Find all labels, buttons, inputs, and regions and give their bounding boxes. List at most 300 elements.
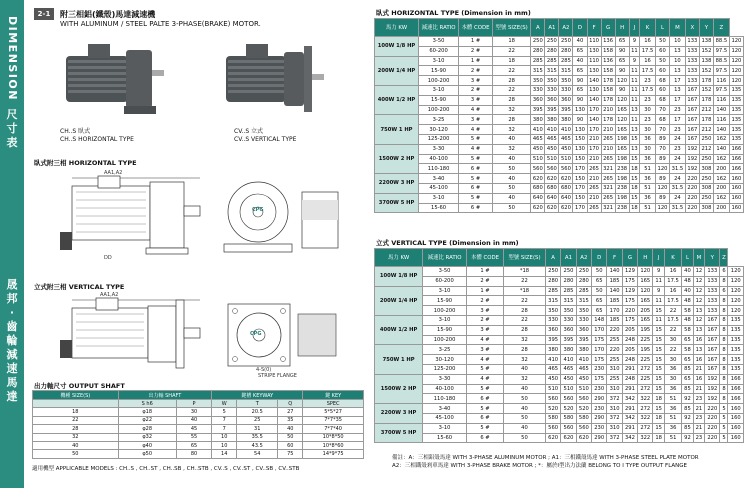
table-cell: 32 [492, 125, 530, 135]
table-cell: 580 [576, 413, 591, 423]
table-cell: 178 [699, 95, 713, 105]
header-cell: J [629, 19, 639, 37]
shaft-h-key: 鍵 KEY [303, 391, 364, 400]
table-cell: 50 [492, 203, 530, 213]
table-cell: 265 [601, 174, 615, 184]
table-cell: 40 [682, 267, 693, 277]
table-cell: 8 [720, 325, 728, 335]
table-cell: 3-10 [419, 56, 459, 66]
shaft-cell: 35 [278, 416, 303, 424]
table-cell: 170 [573, 164, 587, 174]
table-cell: 2 # [466, 315, 503, 325]
table-cell: 100-200 [419, 105, 459, 115]
shaft-subheader-cell: P [176, 400, 211, 408]
table-cell: 160 [728, 423, 744, 433]
table-cell: 152 [699, 46, 713, 56]
table-cell: 450 [531, 144, 545, 154]
shaft-row [33, 408, 364, 416]
table-cell: 265 [587, 203, 601, 213]
table-cell: 620 [545, 174, 559, 184]
table-cell: 90 [573, 115, 587, 125]
table-cell: 321 [601, 183, 615, 193]
table-cell: 65 [682, 374, 693, 384]
table-cell: 65 [592, 296, 607, 306]
table-cell: 11 [631, 87, 638, 94]
table-cell: 272 [638, 364, 653, 374]
table-cell: 17 [670, 95, 686, 105]
table-cell: 23 [670, 105, 686, 115]
table-cell: 120 [638, 286, 653, 296]
table-cell: 175 [622, 276, 637, 286]
table-cell: 17 [670, 115, 686, 125]
shaft-row [33, 450, 364, 458]
table-cell: 272 [638, 384, 653, 394]
table-row [375, 423, 744, 433]
table-cell: 360 [576, 325, 591, 335]
table-cell: 167 [705, 364, 720, 374]
table-cell: 310 [607, 364, 622, 374]
table-cell: 166 [728, 384, 744, 394]
table-cell: 135 [728, 335, 744, 345]
table-cell: 220 [607, 345, 622, 355]
table-cell: 133 [685, 76, 699, 86]
table-cell: 120 [615, 76, 629, 86]
table-row [375, 394, 744, 404]
table-cell: 8 [720, 276, 728, 286]
table-row [375, 433, 744, 443]
table-cell: 8 [720, 296, 728, 306]
shaft-subheader-row [33, 400, 364, 408]
table-cell: 5 # [459, 174, 493, 184]
table-cell: 205 [622, 325, 637, 335]
table-cell: 16 [640, 56, 656, 66]
table-cell: 560 [545, 164, 559, 174]
table-cell: 30 [640, 125, 656, 135]
table-cell: 50 [503, 394, 545, 404]
table-cell: 330 [576, 315, 591, 325]
shaft-cell: 18 [33, 408, 119, 416]
table-cell: 92 [682, 433, 693, 443]
shaft-cell: 10*8*60 [303, 441, 364, 449]
table-cell: 5 # [459, 193, 493, 203]
table-cell: 40 [503, 364, 545, 374]
table-cell: 50 [492, 164, 530, 174]
table-cell: 3-10 [423, 423, 467, 433]
table-cell: 51 [664, 394, 681, 404]
shaft-cell: 30 [176, 408, 211, 416]
table-cell: 3 # [466, 345, 503, 355]
table-cell: 16 [640, 37, 656, 47]
table-cell: 24 [670, 134, 686, 144]
header-cell: A2 [559, 19, 573, 37]
table-cell: 640 [559, 193, 573, 203]
table-cell: 15-60 [423, 433, 467, 443]
header-cell: A1 [545, 19, 559, 37]
table-cell: 6 # [466, 394, 503, 404]
table-cell: 140 [587, 115, 601, 125]
table-cell: 24 [670, 174, 686, 184]
table-cell: 160 [728, 404, 744, 414]
table-cell: 51 [640, 164, 656, 174]
table-row [375, 306, 744, 316]
table-cell: 15 [653, 384, 664, 394]
table-cell: 135 [729, 125, 743, 135]
table-cell: 120 [638, 267, 653, 277]
table-cell: 51 [664, 433, 681, 443]
table-cell: 192 [685, 144, 699, 154]
table-cell: 166 [729, 144, 743, 154]
table-cell: 5 [720, 423, 728, 433]
table-cell: 465 [531, 134, 545, 144]
table-cell: 8 [720, 355, 728, 365]
table-cell: 3-50 [423, 267, 467, 277]
table-cell: 167 [705, 335, 720, 345]
table-cell: 620 [576, 433, 591, 443]
table-cell: 16 [693, 374, 704, 384]
table-cell: 60 [655, 66, 669, 76]
table-cell: 3-30 [423, 374, 467, 384]
table-cell: 640 [531, 193, 545, 203]
table-cell: 2 # [459, 85, 493, 95]
table-cell: 160 [729, 193, 743, 203]
table-cell: 15 [631, 175, 638, 182]
table-cell: 10 [670, 56, 686, 66]
table-cell: 10 [670, 37, 686, 47]
table-cell: 395 [561, 335, 576, 345]
kw-cell: 1500W 2 HP [375, 144, 419, 173]
table-cell: 58 [682, 306, 693, 316]
table-cell: 178 [699, 76, 713, 86]
table-cell: 210 [587, 154, 601, 164]
shaft-cell: 55 [176, 433, 211, 441]
table-cell: 135 [728, 315, 744, 325]
table-cell: 22 [492, 66, 530, 76]
table-cell: 1 # [459, 37, 493, 47]
table-cell: 60 [655, 85, 669, 95]
table-cell: 89 [655, 193, 669, 203]
table-cell: 18 [492, 37, 530, 47]
shaft-cell: 7 [212, 416, 237, 424]
table-cell: 90 [615, 66, 629, 76]
table-cell: 15-90 [423, 325, 467, 335]
sidebar-word: DIMENSION [5, 15, 19, 101]
table-cell: 310 [607, 384, 622, 394]
title-en: WITH ALUMINUM / STEEL PALTE 3-PHASE(BRAKE) MOTOR. [60, 20, 261, 28]
table-cell: 192 [705, 394, 720, 404]
table-cell: 3-40 [419, 174, 459, 184]
table1-title: 臥式 HORIZONTAL TYPE (Dimension in mm) [376, 9, 531, 17]
table-cell: 410 [576, 355, 591, 365]
table-cell: 22 [492, 85, 530, 95]
table-cell: 36 [640, 193, 656, 203]
table-cell: 200 [713, 164, 729, 174]
shaft-cell: 32 [33, 433, 119, 441]
table-cell: 135 [729, 105, 743, 115]
table-cell: 40 [492, 154, 530, 164]
table-cell: 250 [531, 37, 545, 47]
table-cell: 11 [631, 97, 638, 104]
header-cell: 型號 SIZE(S) [492, 19, 530, 37]
table-cell: 167 [685, 85, 699, 95]
table-cell: 4 # [466, 355, 503, 365]
table-cell: 3 # [459, 115, 493, 125]
header-cell: M [693, 249, 704, 267]
table-cell: 195 [638, 345, 653, 355]
header-cell: 本體 CODE [459, 19, 493, 37]
table-cell: 175 [622, 296, 637, 306]
table-cell: 380 [545, 345, 560, 355]
table-cell: 85 [682, 384, 693, 394]
table-cell: 342 [622, 413, 637, 423]
table-cell: 395 [531, 105, 545, 115]
table-cell: 315 [559, 66, 573, 76]
table-cell: 65 [682, 355, 693, 365]
table-cell: 21 [693, 404, 704, 414]
table-cell: 520 [576, 404, 591, 414]
table-cell: 50 [655, 56, 669, 66]
header-cell: X [685, 19, 699, 37]
table-cell: 225 [638, 374, 653, 384]
table-cell: 372 [607, 413, 622, 423]
table-row [375, 85, 744, 95]
table-header-row [375, 249, 744, 267]
table-cell: 16 [664, 286, 681, 296]
table-cell: 238 [615, 164, 629, 174]
table-cell: 32 [503, 374, 545, 384]
table-cell: 167 [685, 105, 699, 115]
table-cell: 285 [561, 286, 576, 296]
table-cell: 322 [638, 433, 653, 443]
header-cell: D [592, 249, 607, 267]
table-cell: 30-120 [419, 125, 459, 135]
table-cell: 580 [561, 413, 576, 423]
shaft-cell: φ28 [118, 425, 176, 433]
header-cell: A1 [561, 249, 576, 267]
table-cell: 250 [545, 267, 560, 277]
table-cell: 280 [531, 46, 545, 56]
table-cell: 372 [607, 433, 622, 443]
table-cell: 17.5 [664, 296, 681, 306]
header-cell: 馬力 KW [375, 19, 419, 37]
table-cell: 40 [503, 384, 545, 394]
table-row [375, 276, 744, 286]
header-cell: 馬力 KW [375, 249, 423, 267]
table-cell: 265 [587, 164, 601, 174]
table-cell: 230 [592, 423, 607, 433]
table-cell: 32 [492, 144, 530, 154]
table-cell: 100-200 [423, 335, 467, 345]
table-cell: 140 [607, 267, 622, 277]
table-cell: 520 [561, 404, 576, 414]
table-cell: 15 [653, 345, 664, 355]
header-cell: A2 [576, 249, 591, 267]
shaft-cell: 5*5*27 [303, 408, 364, 416]
table-cell: 48 [682, 276, 693, 286]
header-cell: 本體 CODE [466, 249, 503, 267]
table-cell: 140 [607, 286, 622, 296]
shaft-cell: 40 [278, 425, 303, 433]
header-cell: 減速比 RATIO [423, 249, 467, 267]
kw-cell: 200W 1/4 HP [375, 286, 423, 315]
table-cell: 250 [545, 37, 559, 47]
table-cell: 40 [492, 134, 530, 144]
table-cell: 620 [559, 203, 573, 213]
table-cell: 120 [615, 115, 629, 125]
table-cell: 13 [631, 126, 638, 133]
table-cell: 24 [670, 154, 686, 164]
table-cell: 135 [728, 364, 744, 374]
table-cell: 170 [587, 125, 601, 135]
shaft-subheader-cell: Q [278, 400, 303, 408]
shaft-cell: 43.5 [237, 441, 278, 449]
table-cell: 90 [573, 95, 587, 105]
table-cell: 272 [638, 423, 653, 433]
table-cell: 680 [545, 183, 559, 193]
table-cell: 170 [587, 144, 601, 154]
table-cell: 395 [545, 335, 560, 345]
table-cell: 165 [615, 105, 629, 115]
table-cell: 135 [729, 115, 743, 125]
table-cell: 24 [670, 193, 686, 203]
table-cell: 8 [720, 315, 728, 325]
table-cell: 70 [655, 105, 669, 115]
vertical-spec-table [374, 248, 744, 443]
table-cell: 330 [545, 315, 560, 325]
table-cell: 158 [601, 66, 615, 76]
v-stripe-label: STRIPE FLANGE [258, 373, 297, 379]
table-cell: 3-25 [419, 115, 459, 125]
v-dim-bottom: 4-S(0) [256, 367, 272, 373]
table-cell: 8 [720, 394, 728, 404]
table-row [375, 267, 744, 277]
h-dim-bottom: DD [104, 255, 112, 261]
table-cell: 120 [729, 37, 743, 47]
table-cell: 350 [545, 306, 560, 316]
table-cell: 360 [559, 95, 573, 105]
table-cell: 250 [699, 154, 713, 164]
table-cell: 165 [615, 144, 629, 154]
table-cell: 360 [531, 95, 545, 105]
table-row [375, 364, 744, 374]
shaft-cell: 10 [212, 433, 237, 441]
table-cell: 40 [492, 174, 530, 184]
table-cell: 158 [601, 85, 615, 95]
table-cell: 15-90 [423, 296, 467, 306]
table-cell: 265 [601, 193, 615, 203]
table-cell: 30-120 [423, 355, 467, 365]
table-cell: 285 [559, 56, 573, 66]
table-cell: 175 [592, 355, 607, 365]
table-cell: 5 # [466, 423, 503, 433]
table-cell: *18 [503, 267, 545, 277]
table-cell: 16 [664, 267, 681, 277]
table-cell: 321 [601, 164, 615, 174]
table-cell: 11 [631, 77, 638, 84]
table-cell: 68 [655, 95, 669, 105]
header-cell: M [670, 19, 686, 37]
table-cell: 450 [561, 374, 576, 384]
table-cell: 220 [622, 306, 637, 316]
table-cell: 125-200 [419, 134, 459, 144]
table-row [375, 37, 744, 47]
table-cell: 620 [545, 203, 559, 213]
table-cell: 110 [587, 37, 601, 47]
shaft-header-row [33, 391, 364, 400]
shaft-row [33, 425, 364, 433]
table-cell: 220 [705, 433, 720, 443]
shaft-row [33, 433, 364, 441]
table-cell: 160 [728, 433, 744, 443]
table-cell: 28 [503, 325, 545, 335]
table-cell: *18 [503, 286, 545, 296]
table-cell: 220 [607, 325, 622, 335]
table-cell: 210 [587, 193, 601, 203]
table-row [375, 203, 744, 213]
table-cell: 65 [573, 85, 587, 95]
table-cell: 6 # [459, 203, 493, 213]
table-cell: 136 [601, 56, 615, 66]
table-cell: 60-200 [423, 276, 467, 286]
table-cell: 178 [601, 95, 615, 105]
table-cell: 8 [720, 374, 728, 384]
table-cell: 1 # [459, 56, 493, 66]
header-cell: K [640, 19, 656, 37]
table-cell: 165 [638, 315, 653, 325]
table-cell: 130 [573, 105, 587, 115]
table-cell: 15 [631, 136, 638, 143]
table-cell: 120 [729, 76, 743, 86]
table-cell: 166 [728, 394, 744, 404]
shaft-cell: φ22 [118, 416, 176, 424]
table-cell: 92 [682, 394, 693, 404]
table-cell: 65 [592, 276, 607, 286]
table-cell: 21 [693, 364, 704, 374]
table-cell: 410 [545, 355, 560, 365]
table-cell: 138 [699, 56, 713, 66]
table-cell: 280 [561, 276, 576, 286]
table-cell: 135 [729, 85, 743, 95]
table-cell: 291 [622, 384, 637, 394]
table-row [375, 134, 744, 144]
table-cell: 11 [631, 67, 638, 74]
table-cell: 45-100 [419, 183, 459, 193]
sidebar-cn-top: 尺 寸 表 [6, 108, 18, 149]
table-cell: 350 [559, 76, 573, 86]
table-cell: 140 [713, 105, 729, 115]
header-cell: F [587, 19, 601, 37]
table-cell: 162 [713, 174, 729, 184]
table-cell: 620 [531, 203, 545, 213]
table-cell: 30 [664, 374, 681, 384]
table-cell: 17.5 [664, 315, 681, 325]
table-cell: 230 [592, 364, 607, 374]
table-cell: 15 [653, 364, 664, 374]
table-row [375, 296, 744, 306]
table-cell: 248 [622, 374, 637, 384]
table-cell: 18 [631, 185, 638, 192]
table-cell: 410 [561, 355, 576, 365]
table-cell: 36 [664, 423, 681, 433]
kw-cell: 100W 1/8 HP [375, 267, 423, 287]
table-cell: 100-200 [423, 306, 467, 316]
table-cell: 238 [615, 183, 629, 193]
table-cell: 22 [664, 345, 681, 355]
table-cell: 130 [573, 125, 587, 135]
table-cell: 185 [607, 296, 622, 306]
table-cell: 167 [685, 95, 699, 105]
table-cell: 28 [492, 115, 530, 125]
header-cell: H [638, 249, 653, 267]
